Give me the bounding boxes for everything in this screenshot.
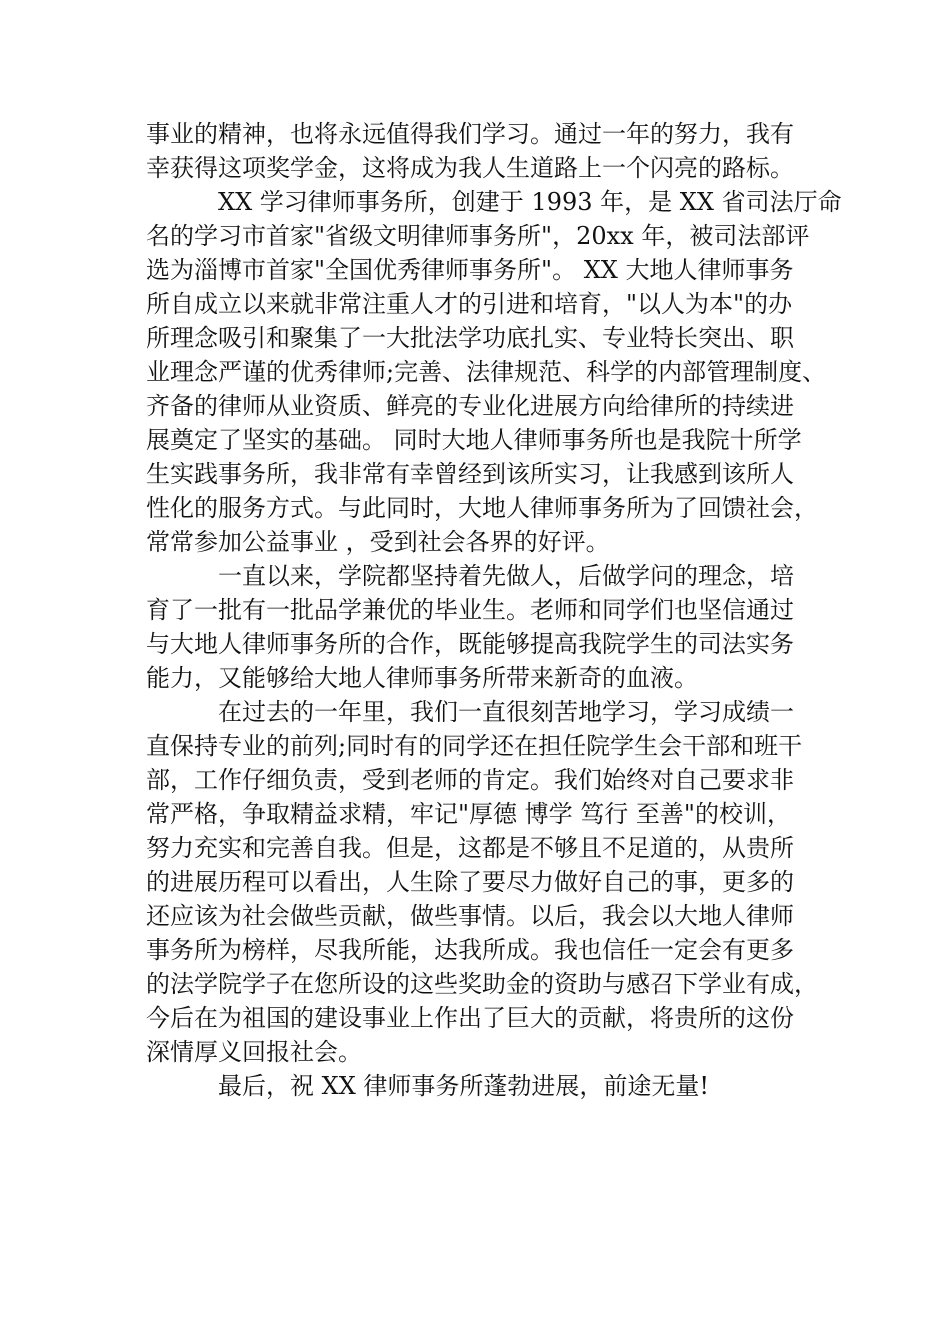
text-line: 展奠定了坚实的基础。 同时大地人律师事务所也是我院十所学 [146, 426, 802, 454]
paragraph [146, 695, 826, 1069]
text-line: 还应该为社会做些贡献，做些事情。以后，我会以大地人律师 [146, 902, 794, 930]
text-line: 的进展历程可以看出，人生除了要尽力做好自己的事，更多的 [146, 868, 794, 896]
text-line: 常严格，争取精益求精，牢记"厚德 博学 笃行 至善"的校训， [146, 800, 791, 828]
text-line: XX 学习律师事务所，创建于 1993 年，是 XX 省司法厅命 [218, 188, 842, 216]
paragraph [146, 117, 826, 185]
text-line: 深情厚义回报社会。 [146, 1038, 362, 1066]
text-line: 今后在为祖国的建设事业上作出了巨大的贡献，将贵所的这份 [146, 1004, 794, 1032]
text-line: 幸获得这项奖学金，这将成为我人生道路上一个闪亮的路标。 [146, 154, 794, 182]
text-line: 育了一批有一批品学兼优的毕业生。老师和同学们也坚信通过 [146, 596, 794, 624]
paragraph [146, 559, 826, 695]
text-line: 部，工作仔细负责，受到老师的肯定。我们始终对自己要求非 [146, 766, 794, 794]
text-line: 所自成立以来就非常注重人才的引进和培育，"以人为本"的办 [146, 290, 793, 318]
text-line: 与大地人律师事务所的合作，既能够提高我院学生的司法实务 [146, 630, 794, 658]
text-line: 业理念严谨的优秀律师;完善、法律规范、科学的内部管理制度、 [146, 358, 827, 386]
text-line: 事业的精神，也将永远值得我们学习。通过一年的努力，我有 [146, 120, 794, 148]
text-line: 齐备的律师从业资质、鲜亮的专业化进展方向给律所的持续进 [146, 392, 794, 420]
paragraph [146, 1069, 826, 1103]
text-line: 最后，祝 XX 律师事务所蓬勃进展，前途无量! [218, 1072, 710, 1100]
text-line: 常常参加公益事业 ，受到社会各界的好评。 [146, 528, 610, 556]
text-line: 性化的服务方式。与此同时，大地人律师事务所为了回馈社会， [146, 494, 818, 522]
text-line: 在过去的一年里，我们一直很刻苦地学习，学习成绩一 [218, 698, 794, 726]
text-line: 努力充实和完善自我。但是，这都是不够且不足道的，从贵所 [146, 834, 794, 862]
text-line: 所理念吸引和聚集了一大批法学功底扎实、专业特长突出、职 [146, 324, 794, 352]
text-line: 一直以来，学院都坚持着先做人，后做学问的理念，培 [218, 562, 794, 590]
text-line: 名的学习市首家"省级文明律师事务所"，20xx 年，被司法部评 [146, 222, 810, 250]
text-line: 选为淄博市首家"全国优秀律师事务所"。 XX 大地人律师事务 [146, 256, 794, 284]
text-line: 生实践事务所，我非常有幸曾经到该所实习，让我感到该所人 [146, 460, 794, 488]
text-line: 的法学院学子在您所设的这些奖助金的资助与感召下学业有成， [146, 970, 818, 998]
text-line: 能力，又能够给大地人律师事务所带来新奇的血液。 [146, 664, 698, 692]
paragraph [146, 185, 842, 559]
document-body [146, 117, 842, 1103]
text-line: 直保持专业的前列;同时有的同学还在担任院学生会干部和班干 [146, 732, 803, 760]
text-line: 事务所为榜样，尽我所能，达我所成。我也信任一定会有更多 [146, 936, 794, 964]
